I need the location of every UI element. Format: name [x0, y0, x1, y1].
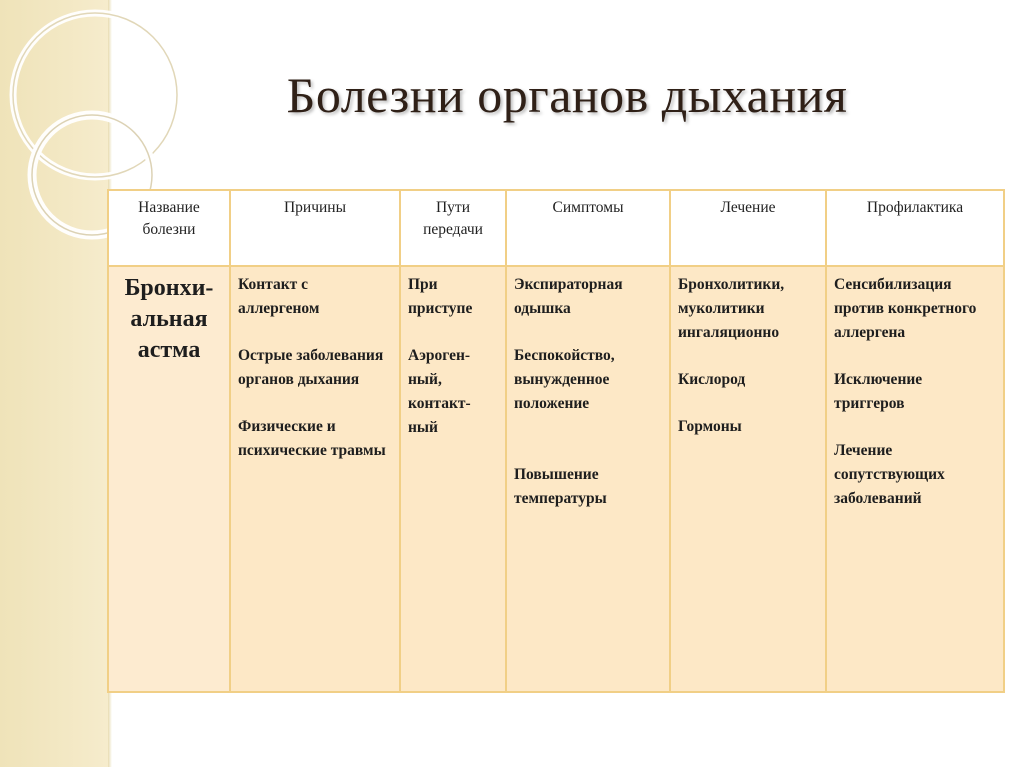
transmission-item: При приступе: [408, 276, 473, 318]
header-causes: Причины: [230, 190, 400, 266]
table-header-row: [108, 190, 1004, 266]
transmission-item: Аэроген-ный, контакт-ный: [408, 347, 471, 437]
cause-item: Физические и психические травмы: [238, 418, 386, 460]
symptom-item: Повышение температуры: [514, 466, 607, 508]
header-name: Название болезни: [108, 190, 230, 266]
causes-cell: [230, 266, 400, 692]
symptom-item: Экспираторная одышка: [514, 276, 623, 318]
treatment-item: Бронхолитики, муколитики ингаляционно: [678, 276, 785, 342]
treatment-cell: [670, 266, 826, 692]
header-transmission: Пути передачи: [400, 190, 506, 266]
symptom-item: Беспокойство, вынужденное положение: [514, 347, 615, 413]
table-row: [108, 266, 1004, 692]
disease-name-cell: Бронхи-альная астма: [108, 266, 230, 692]
symptoms-cell: [506, 266, 670, 692]
cause-item: Контакт с аллергеном: [238, 276, 320, 318]
prevention-item: Сенсибилизация против конкретного аллергена: [834, 276, 977, 342]
transmission-cell: [400, 266, 506, 692]
header-symptoms: Симптомы: [506, 190, 670, 266]
header-treatment: Лечение: [670, 190, 826, 266]
prevention-cell: [826, 266, 1004, 692]
cause-item: Острые заболевания органов дыхания: [238, 347, 384, 389]
treatment-item: Гормоны: [678, 418, 742, 436]
prevention-item: Исключение триггеров: [834, 371, 923, 413]
treatment-item: Кислород: [678, 371, 746, 389]
prevention-item: Лечение сопутствующих заболеваний: [834, 442, 945, 508]
disease-table: [107, 189, 1005, 693]
header-prevention: Профилактика: [826, 190, 1004, 266]
slide-title: Болезни органов дыхания: [286, 67, 848, 123]
